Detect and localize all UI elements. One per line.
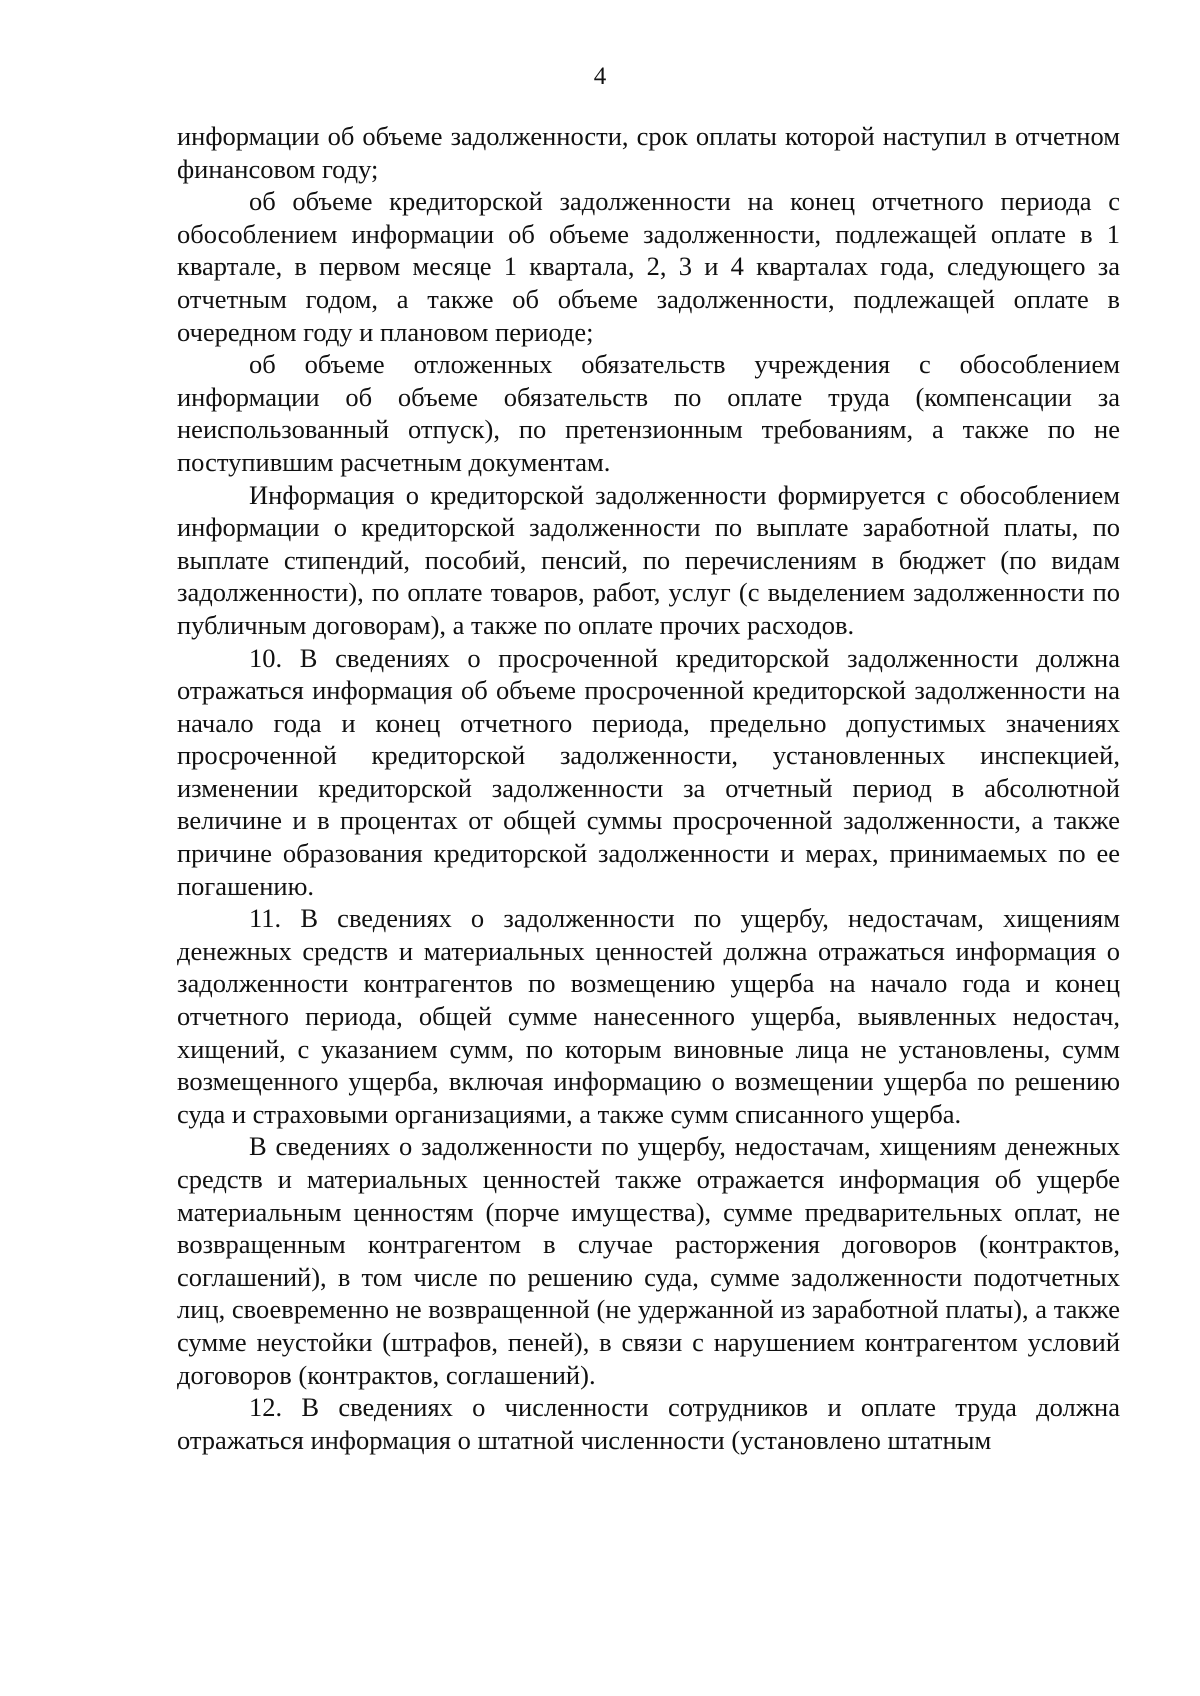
paragraph: информации об объеме задолженности, срок оплаты которой наступил в отчетном финансовом году; [177, 121, 1120, 184]
page-number: 4 [593, 63, 607, 90]
paragraph: В сведениях о задолженности по ущербу, недостачам, хищениям денежных средств и материальных ценностей также отражается информация об ущербе материальным ценностям (порче имущества), сумме предварительных оплат, не возвращенным контрагентом в случае расторжения договоров (контрактов, соглашений), в том числе по решению суда, сумме задолженности подотчетных лиц, своевременно не возвращенной (не удержанной из заработной платы), а также сумме неустойки (штрафов, пеней), в связи с нарушением контрагентом условий договоров (контрактов, соглашений). [177, 1131, 1120, 1390]
paragraph: Информация о кредиторской задолженности формируется с обособлением информации о кредиторской задолженности по выплате заработной платы, по выплате стипендий, пособий, пенсий, по перечислениям в бюджет (по видам задолженности), по оплате товаров, работ, услуг (с выделением задолженности по публичным договорам), а также по оплате прочих расходов. [177, 479, 1120, 640]
paragraph: об объеме кредиторской задолженности на конец отчетного периода с обособлением информации об объеме задолженности, подлежащей оплате в 1 квартале, в первом месяце 1 квартала, 2, 3 и 4 кварталах года, следующего за отчетным годом, а также об объеме задолженности, подлежащей оплате в очередном году и плановом периоде; [177, 186, 1120, 347]
paragraph: 10. В сведениях о просроченной кредиторской задолженности должна отражаться информация об объеме просроченной кредиторской задолженности на начало года и конец отчетного периода, предельно допустимых значениях просроченной кредиторской задолженности, установленных инспекцией, изменении кредиторской задолженности за отчетный период в абсолютной величине и в процентах от общей суммы просроченной задолженности, а также причине образования кредиторской задолженности и мерах, принимаемых по ее погашению. [177, 642, 1120, 901]
paragraph: об объеме отложенных обязательств учреждения с обособлением информации об объеме обязательств по оплате труда (компенсации за неиспользованный отпуск), по претензионным требованиям, а также по не поступившим расчетным документам. [177, 349, 1120, 477]
paragraph: 11. В сведениях о задолженности по ущербу, недостачам, хищениям денежных средств и материальных ценностей должна отражаться информация о задолженности контрагентов по возмещению ущерба на начало года и конец отчетного периода, общей сумме нанесенного ущерба, выявленных недостач, хищений, с указанием сумм, по которым виновные лица не установлены, сумм возмещенного ущерба, включая информацию о возмещении ущерба по решению суда и страховыми организациями, а также сумм списанного ущерба. [177, 903, 1120, 1129]
paragraph: 12. В сведениях о численности сотрудников и оплате труда должна отражаться информация о штатной численности (установлено штатным [177, 1392, 1120, 1455]
body-text [177, 120, 1120, 1456]
